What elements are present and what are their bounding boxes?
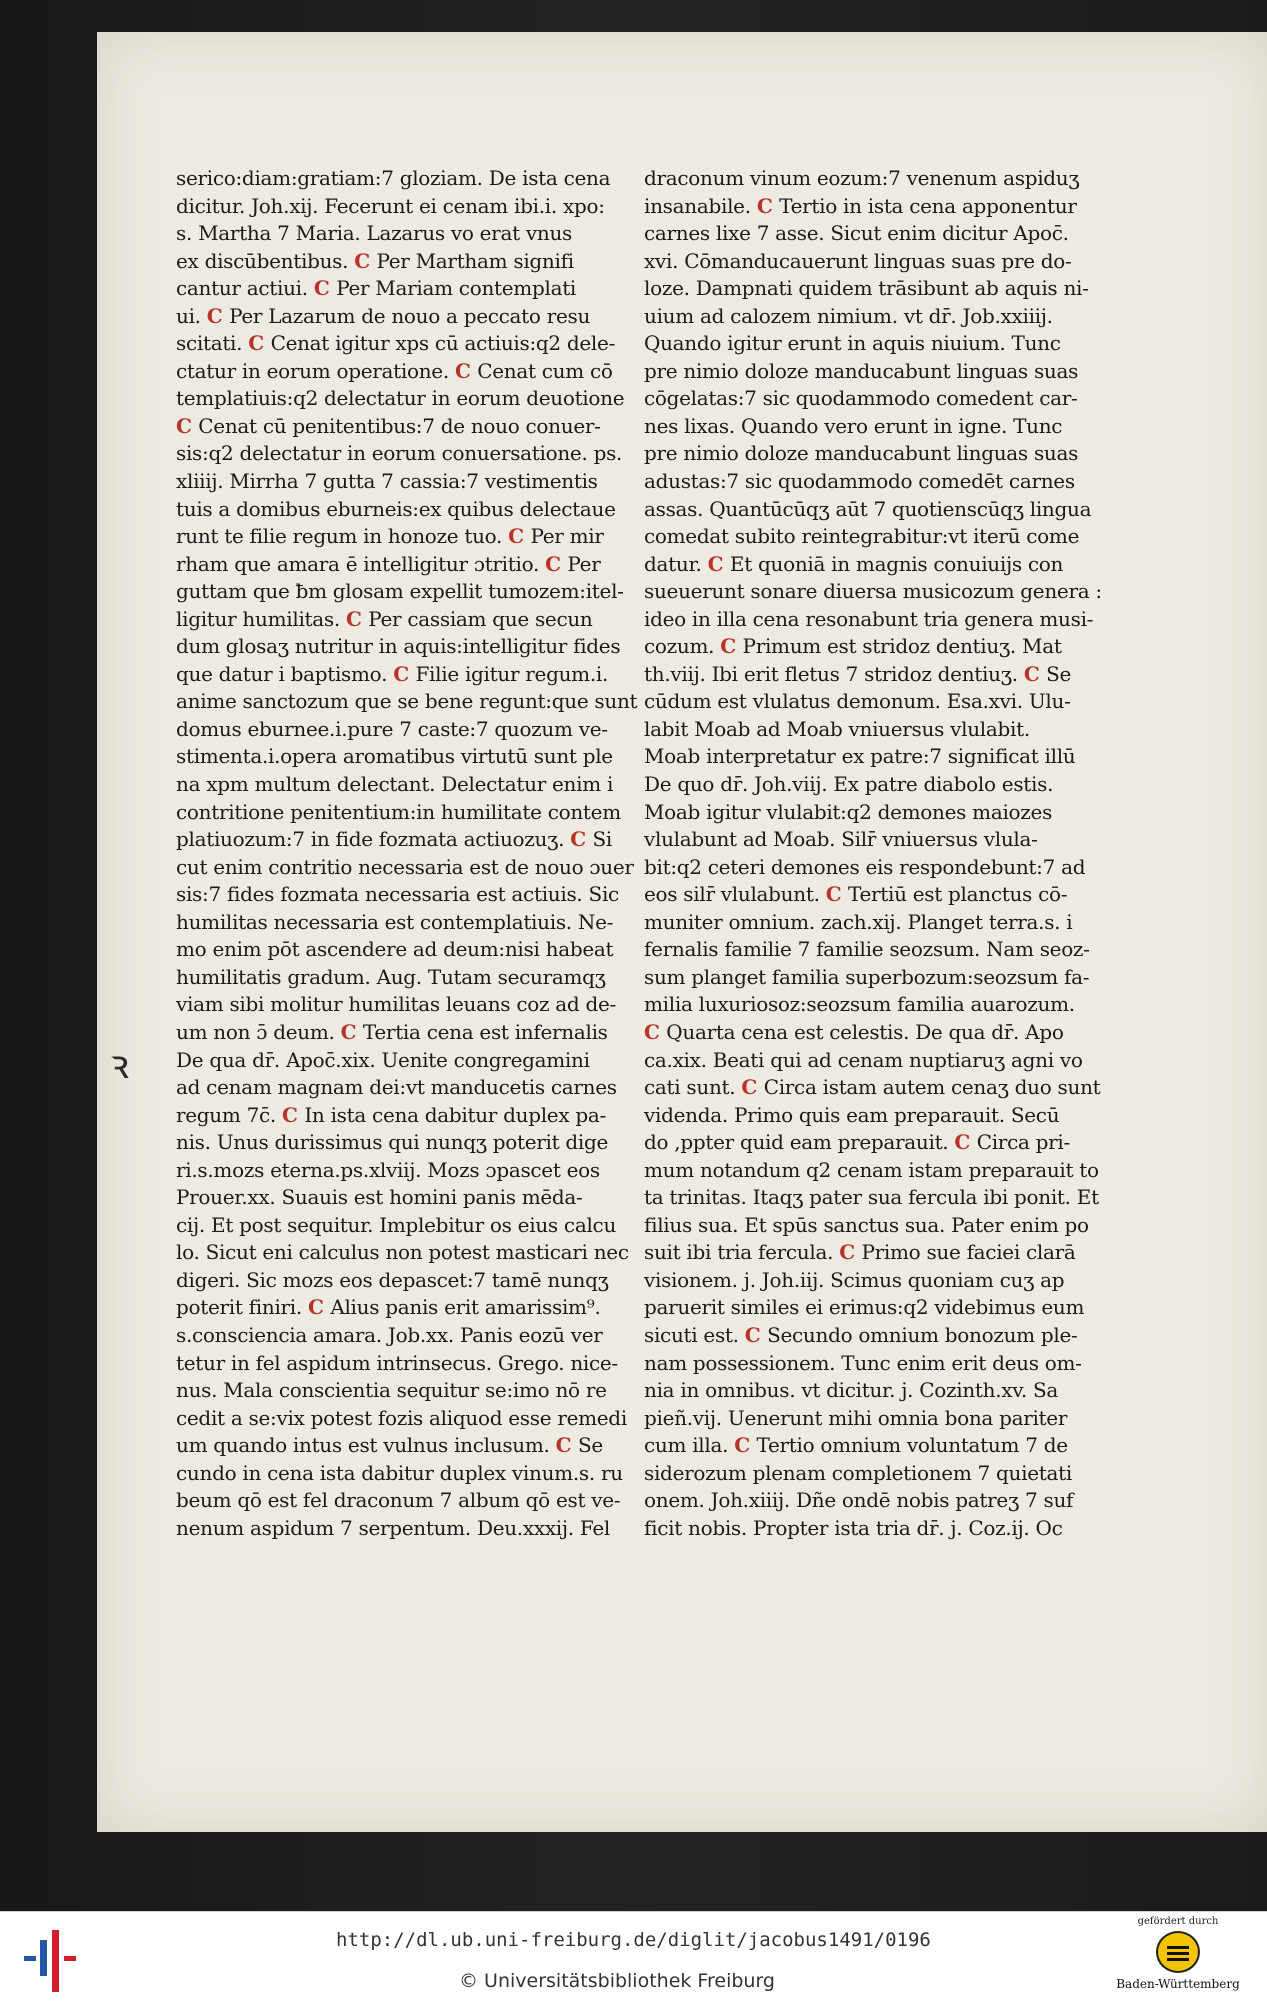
coat-of-arms-icon [1156,1931,1200,1973]
viewer-footer [0,1911,1267,2003]
text-line: ideo in illa cena resonabunt tria genera musi- [644,606,1094,631]
text-line: um non ɔ̄ deum. C Tertia cena est infernalis [176,1019,608,1044]
text-line: xliiij. Mirrha 7 gutta 7 cassia:7 vestimentis [176,469,598,494]
text-line: sis:q2 delectatur in eorum conuersatione. ps. [176,441,623,466]
text-line: C Quarta cena est celestis. De qua dr̄. Apo [644,1019,1064,1044]
text-line: siderozum plenam completionem 7 quietati [644,1460,1072,1485]
text-line: rham que amara ē intelligitur ɔtritio. C Per [176,551,601,576]
text-line: carnes lixe 7 asse. Sicut enim dicitur Apoc̄. [644,221,1069,246]
text-line: ui. C Per Lazarum de nouo a peccato resu [176,303,591,328]
text-line: um quando intus est vulnus inclusum. C Se [176,1433,603,1458]
sponsor-label: gefördert durch [1137,1916,1219,1927]
text-line: domus eburnee.i.pure 7 caste:7 quozum ve- [176,716,608,741]
text-line: humilitatis gradum. Aug. Tutam securamqʒ [176,964,606,989]
right-text-column [644,165,1149,1542]
text-line: muniter omnium. zach.xij. Planget terra.s. i [644,909,1073,934]
text-line: sis:7 fides fozmata necessaria est actiuis. Sic [176,882,619,907]
left-text-column [176,165,656,1542]
text-line: De qua dr̄. Apoc̄.xix. Uenite congregamini [176,1047,590,1072]
text-line: sueuerunt sonare diuersa musicozum genera : [644,579,1102,604]
text-line: cati sunt. C Circa istam autem cenaʒ duo sunt [644,1075,1101,1100]
text-line: guttam que ƀm glosam expellit tumozem:itel- [176,579,624,604]
text-line: scitati. C Cenat igitur xps cū actiuis:q2 dele- [176,331,616,356]
text-line: mo enim pōt ascendere ad deum:nisi habeat [176,937,614,962]
text-line: que datur i baptismo. C Filie igitur regum.i. [176,661,609,686]
text-line: nes lixas. Quando vero erunt in igne. Tunc [644,413,1063,438]
text-line: cedit a se:vix potest fozis aliquod esse remedi [176,1405,627,1430]
sponsor-block [1098,1916,1258,2000]
text-line: Moab igitur vlulabit:q2 demones maiozes [644,799,1053,824]
text-line: cōgelatas:7 sic quodammodo comedent car- [644,386,1078,411]
text-line: uium ad calozem nimium. vt dr̄. Job.xxiiij. [644,303,1053,328]
text-line: poterit finiri. C Alius panis erit amarissim⁹. [176,1295,601,1320]
text-line: ri.s.mozs eterna.ps.xlviij. Mozs ɔpascet eos [176,1157,600,1182]
text-line: cum illa. C Tertio omnium voluntatum 7 de [644,1433,1068,1458]
text-line: beum qō est fel draconum 7 album qō est ve- [176,1488,621,1513]
text-line: ex discūbentibus. C Per Martham signifi [176,248,574,273]
text-line: pre nimio doloze manducabunt linguas suas [644,358,1079,383]
text-line: sicuti est. C Secundo omnium bonozum ple- [644,1322,1078,1347]
text-line: stimenta.i.opera aromatibus virtutū sunt ple [176,744,613,769]
text-line: loze. Dampnati quidem trāsibunt ab aquis ni- [644,276,1089,301]
text-line: s. Martha 7 Maria. Lazarus vo erat vnus [176,221,572,246]
text-line: lo. Sicut eni calculus non potest masticari nec [176,1240,629,1265]
text-line: th.viij. Ibi erit fletus 7 stridoz dentiuʒ. C Se [644,661,1072,686]
text-line: pre nimio doloze manducabunt linguas suas [644,441,1079,466]
text-line: labit Moab ad Moab vniuersus vlulabit. [644,716,1030,741]
text-line: comedat subito reintegrabitur:vt iterū come [644,524,1080,549]
text-line: vlulabunt ad Moab. Silr̄ vniuersus vlula- [644,827,1038,852]
text-line: paruerit similes ei erimus:q2 videbimus eum [644,1295,1085,1320]
text-line: humilitas necessaria est contemplatiuis. Ne- [176,909,614,934]
text-line: suit ibi tria fercula. C Primo sue faciei clarā [644,1240,1076,1265]
permalink-url[interactable]: http://dl.ub.uni-freiburg.de/diglit/jacobus1491/0196 [336,1929,931,1951]
text-line: ficit nobis. Propter ista tria dr̄. j. Coz.ij. Oc [644,1515,1063,1540]
text-line: fernalis familie 7 familie seozsum. Nam seoz- [644,937,1090,962]
text-line: tetur in fel aspidum intrinsecus. Grego. nice- [176,1350,618,1375]
text-line: eos silr̄ vlulabunt. C Tertiū est planctus cō- [644,882,1068,907]
text-line: filius sua. Et spūs sanctus sua. Pater enim po [644,1212,1089,1237]
text-line: runt te filie regum in honoze tuo. C Per mir [176,524,604,549]
sponsor-name: Baden-Württemberg [1116,1977,1240,1991]
text-line: nus. Mala conscientia sequitur se:imo nō re [176,1378,607,1403]
text-line: cantur actiui. C Per Mariam contemplati [176,276,577,301]
text-line: Moab interpretatur ex patre:7 significat illū [644,744,1076,769]
text-line: videnda. Primo quis eam preparauit. Secū [644,1102,1060,1127]
text-line: s.consciencia amara. Job.xx. Panis eozū ver [176,1322,603,1347]
text-line: dicitur. Joh.xij. Fecerunt ei cenam ibi.i. xpo: [176,193,605,218]
text-line: visionem. j. Joh.iij. Scimus quoniam cuʒ ap [644,1267,1065,1292]
text-line: ad cenam magnam dei:vt manducetis carnes [176,1075,617,1100]
text-line: milia luxuriosoz:seozsum familia auarozum. [644,992,1075,1017]
text-line: na xpm multum delectant. Delectatur enim i [176,772,614,797]
margin-annotation: ꝛ [110,1042,129,1088]
text-line: cozum. C Primum est stridoz dentiuʒ. Mat [644,634,1062,659]
text-line: sum planget familia superbozum:seozsum fa- [644,964,1090,989]
text-line: nia in omnibus. vt dicitur. j. Cozinth.xv. Sa [644,1378,1059,1403]
text-line: bit:q2 ceteri demones eis respondebunt:7 ad [644,854,1086,879]
text-line: serico:diam:gratiam:7 gloziam. De ista cena [176,166,611,190]
text-line: nam possessionem. Tunc enim erit deus om- [644,1350,1082,1375]
text-line: templatiuis:q2 delectatur in eorum deuotione [176,386,625,411]
text-line: ligitur humilitas. C Per cassiam que secun [176,606,593,631]
text-line: onem. Joh.xiiij. Dñe ondē nobis patreʒ 7 suf [644,1488,1074,1513]
text-line: nis. Unus durissimus qui nunqʒ poterit dige [176,1130,609,1155]
copyright-notice: © Universitätsbibliothek Freiburg [459,1970,775,1992]
text-line: draconum vinum eozum:7 venenum aspiduʒ [644,166,1080,190]
text-line: regum 7c̄. C In ista cena dabitur duplex pa- [176,1102,606,1127]
text-line: datur. C Et quoniā in magnis conuiuijs con [644,551,1064,576]
text-line: contritione penitentium:in humilitate contem [176,799,621,824]
text-line: pieñ.vij. Uenerunt mihi omnia bona pariter [644,1405,1068,1430]
text-line: ctatur in eorum operatione. C Cenat cum cō [176,358,613,383]
text-line: xvi. Cōmanducauerunt linguas suas pre do- [644,248,1072,273]
text-line: mum notandum q2 cenam istam preparauit to [644,1157,1099,1182]
text-line: nenum aspidum 7 serpentum. Deu.xxxij. Fel [176,1515,611,1540]
library-logo-icon [16,1920,80,1996]
text-line: anime sanctozum que se bene regunt:que sunt [176,689,638,714]
text-line: Quando igitur erunt in aquis niuium. Tunc [644,331,1061,356]
text-line: platiuozum:7 in fide fozmata actiuozuʒ. C Si [176,827,612,852]
text-line: cūdum est vlulatus demonum. Esa.xvi. Ulu- [644,689,1071,714]
text-line: De quo dr̄. Joh.viij. Ex patre diabolo estis. [644,772,1054,797]
text-line: cundo in cena ista dabitur duplex vinum.s. ru [176,1460,623,1485]
text-line: digeri. Sic mozs eos depascet:7 tamē nunqʒ [176,1267,609,1292]
text-line: dum glosaʒ nutritur in aquis:intelligitur fides [176,634,621,659]
text-line: tuis a domibus eburneis:ex quibus delectaue [176,496,616,521]
text-line: ta trinitas. Itaqʒ pater sua fercula ibi ponit. Et [644,1185,1099,1210]
text-line: ca.xix. Beati qui ad cenam nuptiaruʒ agni vo [644,1047,1083,1072]
text-line: Prouer.xx. Suauis est homini panis mēda- [176,1185,583,1210]
text-line: assas. Quantūcūqʒ aūt 7 quotienscūqʒ lingua [644,496,1092,521]
text-line: cut enim contritio necessaria est de nouo ɔuer [176,854,634,879]
text-line: cij. Et post sequitur. Implebitur os eius calcu [176,1212,617,1237]
text-line: viam sibi molitur humilitas leuans coz ad de- [176,992,616,1017]
text-line: C Cenat cū penitentibus:7 de nouo conuer- [176,413,601,438]
text-line: adustas:7 sic quodammodo comedēt carnes [644,469,1075,494]
text-line: insanabile. C Tertio in ista cena apponentur [644,193,1077,218]
text-line: do ,ppter quid eam preparauit. C Circa pri- [644,1130,1070,1155]
